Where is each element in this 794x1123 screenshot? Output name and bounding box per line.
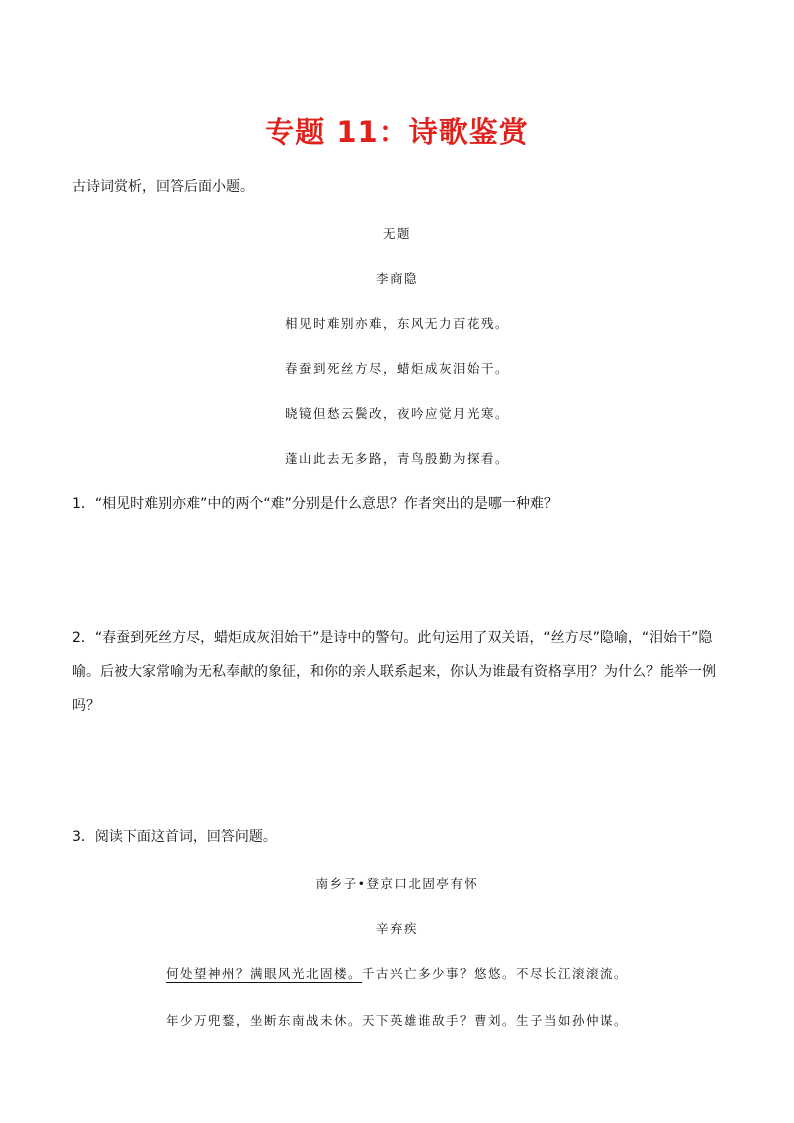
poem2-underlined-phrase: 何处望神州？满眼风光北固楼。 bbox=[165, 966, 362, 981]
question-2: 2．“春蚕到死丝方尽，蜡炬成灰泪始干”是诗中的警句。此句运用了双关语，“丝方尽”隐喻，“泪始干”隐喻。后被大家常喻为无私奉献的象征，和你的亲人联系起来，你认为谁最有资格享用？为什么？能举一例吗？ bbox=[72, 630, 716, 714]
question-1: 1．“相见时难别亦难”中的两个“难”分别是什么意思？作者突出的是哪一种难？ bbox=[72, 496, 558, 512]
poem1-line: 春蚕到死丝方尽，蜡炬成灰泪始干。 bbox=[284, 361, 509, 376]
poem2-title: 南乡子•登京口北固亭有怀 bbox=[315, 876, 479, 891]
poem2-line: 年少万兜鍪，坐断东南战未休。天下英雄谁敌手？曹刘。生子当如孙仲谋。 bbox=[165, 1013, 628, 1028]
poem2-line bbox=[0, 964, 794, 982]
intro-text: 古诗词赏析，回答后面小题。 bbox=[72, 179, 254, 195]
poem1-author: 李商隐 bbox=[375, 271, 418, 286]
poem2-author: 辛弃疾 bbox=[375, 921, 418, 936]
poem2-line-rest: 千古兴亡多少事？悠悠。不尽长江滚滚流。 bbox=[362, 966, 629, 981]
poem1-line: 相见时难别亦难，东风无力百花残。 bbox=[284, 316, 509, 331]
question-3: 3．阅读下面这首词，回答问题。 bbox=[72, 829, 277, 845]
poem1-title: 无题 bbox=[382, 226, 411, 241]
poem1-line: 蓬山此去无多路，青鸟殷勤为探看。 bbox=[284, 451, 509, 466]
page-title: 专题 11：诗歌鉴赏 bbox=[265, 115, 529, 149]
poem1-line: 晓镜但愁云鬓改，夜吟应觉月光寒。 bbox=[284, 406, 509, 421]
